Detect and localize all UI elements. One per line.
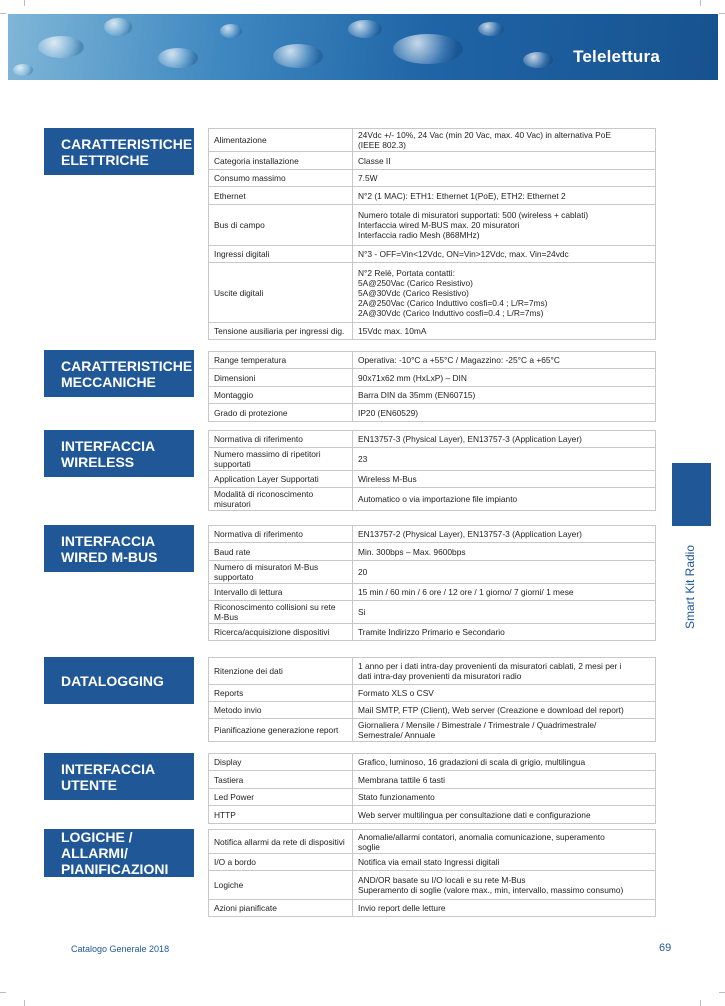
spec-value [353, 152, 656, 170]
spec-key: Consumo massimo [209, 170, 353, 187]
spec-value-line: N°2 (1 MAC): ETH1: Ethernet 1(PoE), ETH2: Ethernet 2 [358, 190, 566, 201]
water-drop-decoration [220, 24, 242, 38]
spec-value-line: Barra DIN da 35mm (EN60715) [358, 390, 476, 400]
spec-value [353, 404, 656, 422]
crop-mark [0, 13, 6, 14]
section-label-wired [44, 525, 194, 572]
spec-value-line: 5A@250Vac (Carico Resistivo) [358, 277, 473, 288]
spec-value-line: 7.5W [358, 173, 378, 183]
spec-table-logiche [208, 829, 656, 917]
table-row [209, 702, 656, 719]
table-row [209, 719, 656, 742]
spec-value-line: 1 anno per i dati intra-day provenienti da misuratori cablati, 2 mesi per i [358, 661, 622, 671]
spec-key: Range temperatura [209, 352, 353, 369]
section-label-wireless [44, 430, 194, 477]
table-row [209, 352, 656, 369]
spec-value-line: N°2 Relè, Portata contatti: [358, 267, 455, 278]
spec-value-line: Interfaccia wired M-BUS max. 20 misuratori [358, 220, 520, 230]
spec-key: I/O a bordo [209, 854, 353, 871]
spec-key: Logiche [209, 871, 353, 900]
spec-value-line: 20 [358, 567, 368, 577]
spec-value-line: Notifica via email stato Ingressi digitali [358, 857, 500, 867]
spec-key: Dimensioni [209, 369, 353, 387]
section-label-line: INTERFACCIA [61, 437, 156, 454]
spec-key: Display [209, 754, 353, 771]
spec-key: Modalità di riconoscimento misuratori [209, 488, 353, 511]
spec-value [353, 624, 656, 641]
table-row [209, 448, 656, 471]
spec-key: Ethernet [209, 187, 353, 205]
section-label-line: LOGICHE / ALLARMI/ [61, 829, 133, 861]
spec-key: Ingressi digitali [209, 246, 353, 263]
spec-value-line: 24Vdc +/- 10%, 24 Vac (min 20 Vac, max. 40 Vac) in alternativa PoE [358, 130, 612, 140]
spec-value [353, 830, 656, 854]
table-row [209, 561, 656, 584]
water-drop-decoration [13, 64, 33, 76]
spec-value-line: dati intra-day provenienti da misuratori radio [358, 671, 522, 681]
table-row [209, 263, 656, 323]
table-row [209, 471, 656, 488]
spec-value [353, 448, 656, 471]
table-row [209, 369, 656, 387]
spec-value [353, 246, 656, 263]
spec-value-line: Superamento di soglie (valore max., min, intervallo, massimo consumo) [358, 885, 624, 895]
table-row [209, 323, 656, 340]
spec-key: Uscite digitali [209, 263, 353, 323]
footer-catalog: Catalogo Generale 2018 [71, 944, 170, 954]
spec-table-utente [208, 753, 656, 824]
table-row [209, 152, 656, 170]
spec-key: Numero massimo di ripetitori supportati [209, 448, 353, 471]
page-title: Telelettura [573, 47, 660, 66]
spec-value-line: Membrana tattile 6 tasti [358, 774, 446, 785]
spec-key: Alimentazione [209, 129, 353, 152]
spec-value-line: EN13757-2 (Physical Layer), EN13757-3 (Application Layer) [358, 529, 582, 539]
section-label-line: ELETTRICHE [61, 151, 149, 168]
section-label-elettriche [44, 128, 194, 175]
spec-value-line: EN13757-3 (Physical Layer), EN13757-3 (Application Layer) [358, 434, 582, 444]
side-label: Smart Kit Radio [683, 544, 697, 630]
spec-value [353, 129, 656, 152]
section-label-line: INTERFACCIA [61, 532, 156, 549]
spec-key: Reports [209, 685, 353, 702]
spec-value [353, 584, 656, 601]
section-label-line: MECCANICHE [61, 373, 156, 390]
spec-value [353, 263, 656, 323]
table-row [209, 526, 656, 543]
table-row [209, 205, 656, 246]
spec-value-line: Anomalie/allarmi contatori, anomalia comunicazione, superamento [358, 831, 605, 842]
table-row [209, 658, 656, 685]
spec-table-wireless [208, 430, 656, 511]
table-row [209, 789, 656, 806]
spec-key: Azioni pianificate [209, 900, 353, 917]
water-drop-decoration [348, 20, 382, 38]
spec-value [353, 685, 656, 702]
spec-key: Application Layer Supportati [209, 471, 353, 488]
spec-value-line: Tramite Indirizzo Primario e Secondario [358, 627, 505, 637]
section-label-line: WIRELESS [61, 453, 135, 470]
table-row [209, 854, 656, 871]
table-row [209, 871, 656, 900]
spec-value-line: 2A@30Vdc (Carico Induttivo cosfi=0.4 ; L/R=7ms) [358, 307, 544, 318]
spec-value-line: Interfaccia radio Mesh (868MHz) [358, 230, 480, 240]
table-row [209, 806, 656, 824]
section-label-line: WIRED M-BUS [61, 548, 158, 565]
spec-value [353, 369, 656, 387]
table-row [209, 754, 656, 771]
spec-key: Pianificazione generazione report [209, 719, 353, 742]
spec-value [353, 187, 656, 205]
spec-value-line: Giornaliera / Mensile / Bimestrale / Trimestrale / Quadrimestrale/ [358, 720, 597, 730]
spec-value [353, 170, 656, 187]
section-label-line: DATALOGGING [61, 672, 164, 689]
spec-value-line: Grafico, luminoso, 16 gradazioni di scala di grigio, multilingua [358, 757, 586, 767]
section-label-line: CARATTERISTICHE [61, 357, 193, 374]
spec-value-line: N°3 - OFF=Vin<12Vdc, ON=Vin>12Vdc, max. Vin=24vdc [358, 249, 569, 259]
spec-value [353, 719, 656, 742]
spec-value [353, 205, 656, 246]
spec-value [353, 561, 656, 584]
crop-mark [700, 1000, 701, 1006]
table-row [209, 601, 656, 624]
spec-table-wired [208, 525, 656, 641]
spec-value-line: Web server multilingua per consultazione dati e configurazione [358, 809, 591, 820]
spec-key: Riconoscimento collisioni su rete M-Bus [209, 601, 353, 624]
spec-key: Baud rate [209, 543, 353, 561]
water-drop-decoration [523, 52, 553, 68]
spec-key: Numero di misuratori M-Bus supportato [209, 561, 353, 584]
spec-value-line: 15Vdc max. 10mA [358, 326, 427, 336]
table-row [209, 488, 656, 511]
crop-mark [0, 992, 6, 993]
section-label-line: UTENTE [61, 776, 117, 793]
table-row [209, 170, 656, 187]
side-tab-marker [672, 463, 711, 526]
spec-value [353, 789, 656, 806]
section-label-datalogging [44, 657, 194, 704]
table-row [209, 246, 656, 263]
spec-key: Normativa di riferimento [209, 431, 353, 448]
spec-key: Intervallo di lettura [209, 584, 353, 601]
water-drop-decoration [158, 48, 198, 68]
spec-value [353, 754, 656, 771]
table-row [209, 900, 656, 917]
spec-value-line: 2A@250Vac (Carico Induttivo cosfi=0.4 ; L/R=7ms) [358, 297, 548, 308]
spec-value-line: 5A@30Vdc (Carico Resistivo) [358, 287, 469, 298]
spec-value [353, 526, 656, 543]
table-row [209, 830, 656, 854]
spec-key: Montaggio [209, 387, 353, 404]
spec-value-line: Stato funzionamento [358, 792, 435, 802]
water-drop-decoration [273, 44, 323, 68]
section-label-utente [44, 753, 194, 800]
spec-key: HTTP [209, 806, 353, 824]
spec-value-line: Automatico o via importazione file impianto [358, 494, 518, 504]
spec-value [353, 352, 656, 369]
spec-value [353, 854, 656, 871]
spec-value [353, 601, 656, 624]
spec-key: Notifica allarmi da rete di dispositivi [209, 830, 353, 854]
spec-value [353, 431, 656, 448]
spec-value-line: Numero totale di misuratori supportati: 500 (wireless + cablati) [358, 210, 589, 220]
section-label-line: PIANIFICAZIONI [61, 861, 169, 877]
crop-mark [719, 992, 725, 993]
spec-value-line: Mail SMTP, FTP (Client), Web server (Creazione e download del report) [358, 705, 624, 715]
spec-value [353, 543, 656, 561]
spec-value-line: Formato XLS o CSV [358, 688, 434, 698]
spec-value-line: (IEEE 802.3) [358, 140, 406, 150]
spec-key: Categoria installazione [209, 152, 353, 170]
spec-value-line: IP20 (EN60529) [358, 407, 419, 418]
spec-value [353, 900, 656, 917]
header-banner [8, 14, 718, 80]
water-drop-decoration [393, 34, 463, 64]
spec-key: Led Power [209, 789, 353, 806]
spec-value-line: Classe II [358, 155, 391, 166]
spec-key: Normativa di riferimento [209, 526, 353, 543]
table-row [209, 431, 656, 448]
spec-value-line: Invio report delle letture [358, 903, 446, 913]
spec-table-meccaniche [208, 351, 656, 422]
table-row [209, 543, 656, 561]
spec-value [353, 702, 656, 719]
table-row [209, 404, 656, 422]
spec-value-line: Semestrale/ Annuale [358, 730, 436, 740]
spec-value-line: Si [358, 607, 366, 617]
water-drop-decoration [38, 36, 84, 58]
spec-value [353, 387, 656, 404]
spec-value-line: 23 [358, 454, 368, 464]
spec-value-line: AND/OR basate su I/O locali e su rete M-Bus [358, 875, 526, 885]
table-row [209, 771, 656, 789]
spec-value [353, 471, 656, 488]
spec-value [353, 658, 656, 685]
crop-mark [24, 1000, 25, 1006]
table-row [209, 685, 656, 702]
spec-value-line: 15 min / 60 min / 6 ore / 12 ore / 1 giorno/ 7 giorni/ 1 mese [358, 587, 574, 597]
table-row [209, 624, 656, 641]
crop-mark [700, 0, 701, 6]
spec-table-elettriche [208, 128, 656, 340]
spec-value [353, 871, 656, 900]
crop-mark [24, 0, 25, 6]
section-label-line: INTERFACCIA [61, 760, 156, 777]
table-row [209, 584, 656, 601]
crop-mark [719, 13, 725, 14]
spec-value-line: Min. 300bps – Max. 9600bps [358, 546, 466, 557]
table-row [209, 129, 656, 152]
section-label-line: CARATTERISTICHE [61, 135, 193, 152]
spec-value-line: 90x71x62 mm (HxLxP) – DIN [358, 372, 467, 383]
spec-value-line: Wireless M-Bus [358, 474, 417, 484]
spec-value-line: Operativa: -10°C a +55°C / Magazzino: -25°C a +65°C [358, 355, 560, 365]
section-label-logiche [44, 829, 194, 877]
water-drop-decoration [478, 22, 504, 36]
page-number: 69 [659, 942, 672, 954]
water-drop-decoration [104, 18, 132, 36]
table-row [209, 187, 656, 205]
spec-value-line: soglie [358, 841, 380, 852]
spec-key: Metodo invio [209, 702, 353, 719]
spec-key: Ricerca/acquisizione dispositivi [209, 624, 353, 641]
section-label-meccaniche [44, 350, 194, 397]
spec-key: Tastiera [209, 771, 353, 789]
spec-table-datalogging [208, 657, 656, 742]
spec-value [353, 323, 656, 340]
spec-value [353, 771, 656, 789]
spec-value [353, 488, 656, 511]
spec-key: Ritenzione dei dati [209, 658, 353, 685]
spec-key: Grado di protezione [209, 404, 353, 422]
table-row [209, 387, 656, 404]
spec-key: Bus di campo [209, 205, 353, 246]
spec-key: Tensione ausiliaria per ingressi dig. [209, 323, 353, 340]
spec-value [353, 806, 656, 824]
